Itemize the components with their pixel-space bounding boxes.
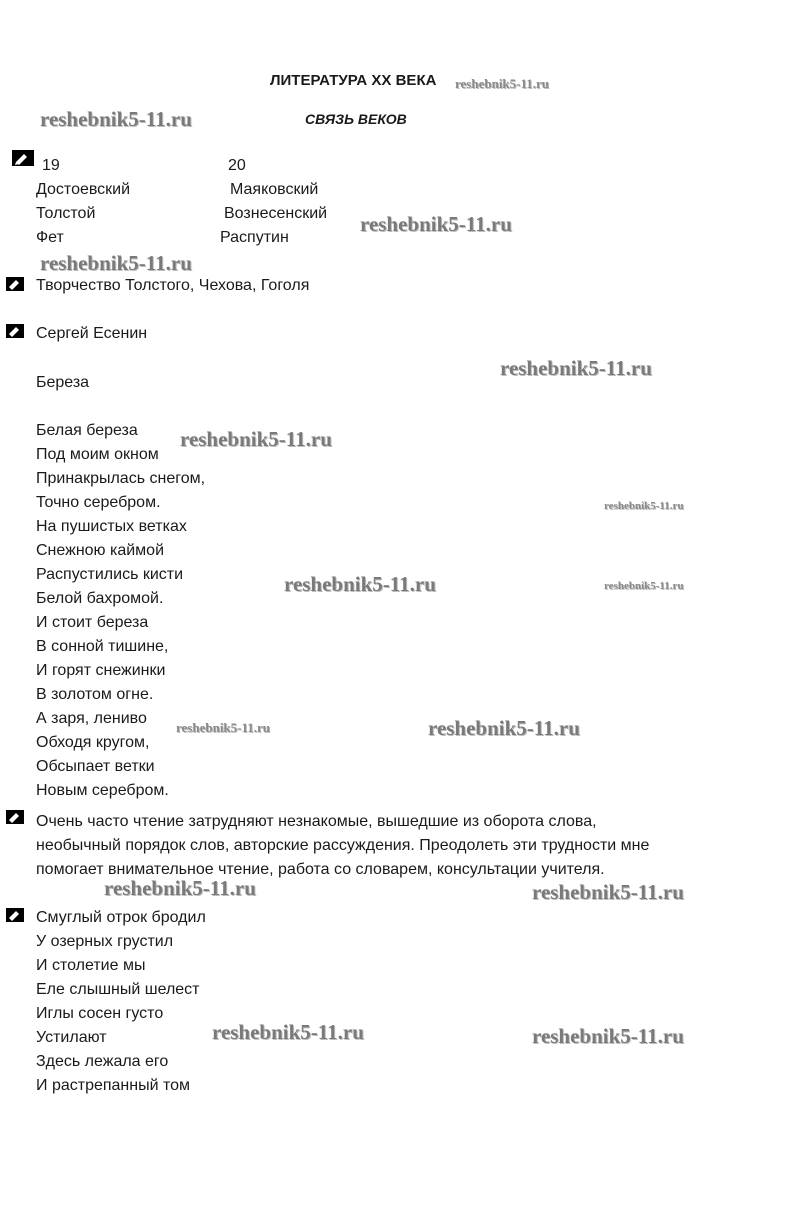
task4-line: помогает внимательное чтение, работа со словарем, консультации учителя. — [36, 861, 605, 878]
poem-line: Распустились кисти — [36, 566, 184, 583]
watermark: reshebnik5-11.ru — [176, 720, 271, 735]
poem-line: Снежною каймой — [36, 542, 165, 559]
task5-line: Смуглый отрок бродил — [36, 909, 206, 926]
poem-line: Под моим окном — [36, 446, 159, 463]
col19-item: Достоевский — [36, 181, 131, 198]
watermark: reshebnik5-11.ru — [212, 1020, 364, 1044]
poem-line: Точно серебром. — [36, 494, 161, 511]
poem-line: Принакрылась снегом, — [36, 470, 206, 487]
poem-line: В сонной тишине, — [36, 638, 169, 655]
task5-line: Иглы сосен густо — [36, 1005, 164, 1022]
poem-line: На пушистых ветках — [36, 518, 187, 535]
poem-line: Обходя кругом, — [36, 734, 150, 751]
watermark: reshebnik5-11.ru — [40, 107, 192, 131]
pencil-icon — [6, 277, 24, 291]
poem-author: Сергей Есенин — [36, 325, 148, 342]
poem-line: Белой бахромой. — [36, 590, 164, 607]
col19-item: Фет — [36, 229, 64, 246]
watermark: reshebnik5-11.ru — [104, 876, 256, 900]
watermark: reshebnik5-11.ru — [455, 76, 550, 91]
poem-line: Белая береза — [36, 422, 138, 439]
watermark: reshebnik5-11.ru — [604, 500, 684, 512]
poem-line: И горят снежинки — [36, 662, 166, 679]
task5-line: Здесь лежала его — [36, 1053, 169, 1070]
watermark: reshebnik5-11.ru — [532, 1024, 684, 1048]
task5-line: У озерных грустил — [36, 933, 174, 950]
col20-item: Вознесенский — [224, 205, 328, 222]
poem-title: Береза — [36, 374, 90, 391]
task5-line: Устилают — [36, 1029, 107, 1046]
task2-text: Творчество Толстого, Чехова, Гоголя — [36, 277, 310, 294]
column-20-header: 20 — [228, 157, 246, 174]
task5-line: Еле слышный шелест — [36, 981, 200, 998]
watermark: reshebnik5-11.ru — [40, 251, 192, 275]
col20-item: Распутин — [220, 229, 289, 246]
watermark: reshebnik5-11.ru — [532, 880, 684, 904]
watermark: reshebnik5-11.ru — [360, 212, 512, 236]
watermark: reshebnik5-11.ru — [284, 572, 436, 596]
poem-line: И стоит береза — [36, 614, 149, 631]
task4-line: необычный порядок слов, авторские рассуждения. Преодолеть эти трудности мне — [36, 837, 650, 854]
task4-line: Очень часто чтение затрудняют незнакомые, вышедшие из оборота слова, — [36, 813, 597, 830]
page-title: ЛИТЕРАТУРА XX ВЕКА — [270, 72, 437, 89]
poem-line: Новым серебром. — [36, 782, 169, 799]
task5-line: И растрепанный том — [36, 1077, 191, 1094]
pencil-icon — [6, 908, 24, 922]
pencil-icon — [6, 810, 24, 824]
watermark: reshebnik5-11.ru — [604, 580, 684, 592]
poem-line: В золотом огне. — [36, 686, 154, 703]
poem-line: Обсыпает ветки — [36, 758, 155, 775]
watermark: reshebnik5-11.ru — [500, 356, 652, 380]
col19-item: Толстой — [36, 205, 96, 222]
column-19-header: 19 — [42, 157, 60, 174]
watermark: reshebnik5-11.ru — [428, 716, 580, 740]
watermark: reshebnik5-11.ru — [180, 427, 332, 451]
pencil-icon — [6, 324, 24, 338]
section-subtitle: СВЯЗЬ ВЕКОВ — [305, 111, 407, 127]
poem-line: А заря, лениво — [36, 710, 147, 727]
col20-item: Маяковский — [230, 181, 319, 198]
task5-line: И столетие мы — [36, 957, 146, 974]
pencil-icon — [12, 150, 34, 166]
